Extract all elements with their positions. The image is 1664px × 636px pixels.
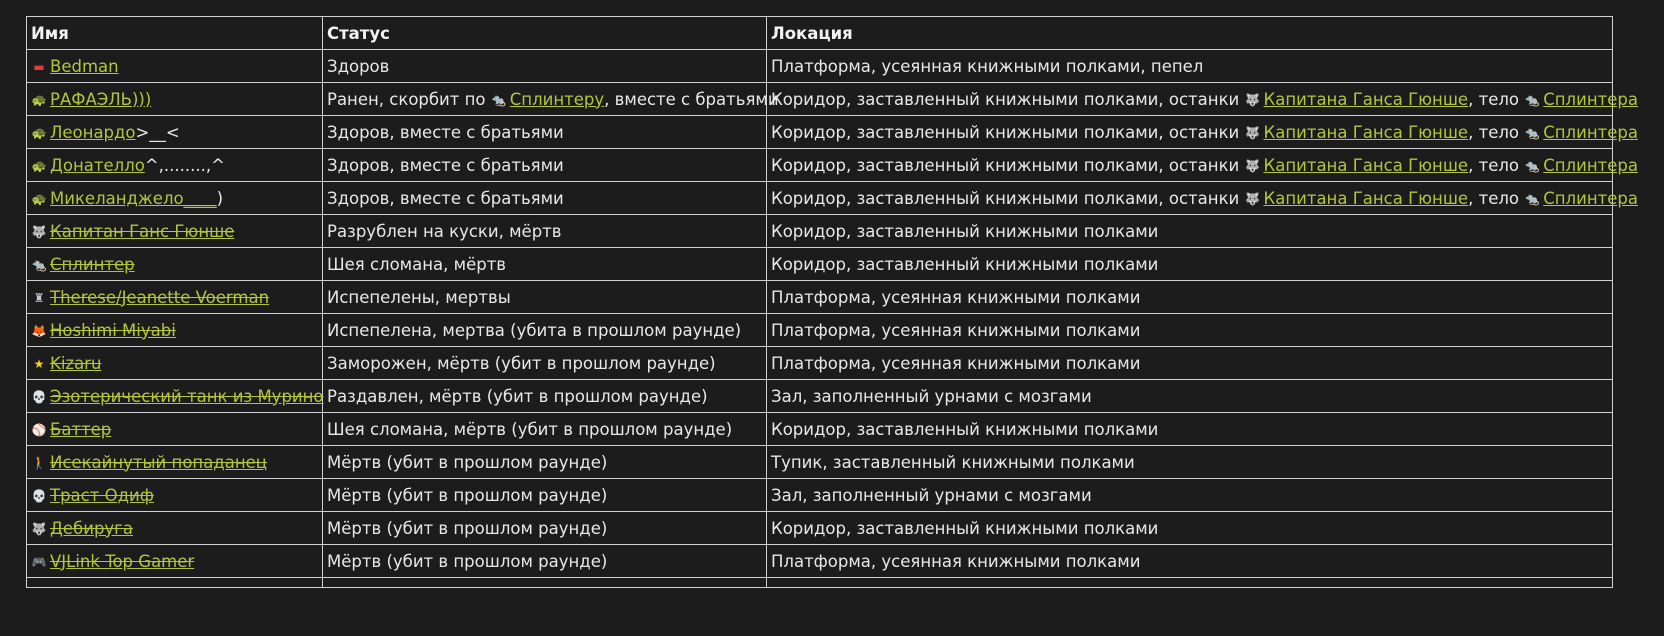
character-name-link[interactable]: Леонардо [50, 122, 136, 142]
cell-text: Мёртв (убит в прошлом раунде) [327, 452, 608, 472]
status-cell [323, 413, 767, 446]
location-cell [767, 149, 1638, 182]
turtle-icon: 🐢 [31, 191, 47, 206]
cell-text: Платформа, усеянная книжными полками [771, 551, 1141, 571]
person-icon: 🚶 [31, 455, 47, 470]
name-suffix: ) [216, 188, 224, 208]
column-header-name: Имя [27, 17, 323, 50]
character-name-link[interactable]: Дебируга [50, 518, 133, 538]
character-link[interactable]: Сплинтера [1543, 155, 1638, 175]
cell-text: Разрублен на куски, мёртв [327, 221, 562, 241]
rat-icon: 🐀 [1524, 92, 1540, 107]
cell-text: Здоров [327, 56, 390, 76]
cell-text: Коридор, заставленный книжными полками [771, 518, 1159, 538]
rat-icon: 🐀 [1524, 191, 1540, 206]
location-cell [767, 479, 1613, 512]
cell-text: Раздавлен, мёртв (убит в прошлом раунде) [327, 386, 708, 406]
table-row-partial [27, 578, 1613, 588]
character-name-link[interactable]: Капитан Ганс Гюнше [50, 221, 235, 241]
location-cell [767, 512, 1613, 545]
cell-text: Шея сломана, мёртв (убит в прошлом раунде) [327, 419, 733, 439]
column-header-location: Локация [767, 17, 1613, 50]
rat-icon: 🐀 [1524, 158, 1540, 173]
character-name-link[interactable]: Bedman [50, 56, 119, 76]
location-cell [767, 116, 1638, 149]
location-cell [767, 314, 1613, 347]
rat-icon: 🐀 [31, 257, 47, 272]
cell-text: Коридор, заставленный книжными полками [771, 254, 1159, 274]
cell-text: Коридор, заставленный книжными полками, останки [771, 188, 1245, 208]
cell-text: Коридор, заставленный книжными полками [771, 419, 1159, 439]
cell-text: Испепелена, мертва (убита в прошлом раунде) [327, 320, 742, 340]
status-cell [323, 116, 767, 149]
character-name-link[interactable]: Донателло [50, 155, 145, 175]
table-row [27, 512, 1613, 545]
character-name-link[interactable]: РАФАЭЛЬ))) [50, 89, 152, 109]
status-cell [323, 314, 767, 347]
location-cell [767, 380, 1613, 413]
name-cell [27, 512, 323, 545]
characters-table [26, 16, 1638, 588]
status-cell [323, 149, 767, 182]
name-suffix: ^,........,^ [144, 155, 225, 175]
wolf-icon: 🐺 [1245, 158, 1260, 173]
table-row [27, 380, 1613, 413]
status-cell [323, 545, 767, 578]
name-cell [27, 446, 323, 479]
cell-text: , тело [1468, 188, 1525, 208]
name-suffix: >__< [135, 122, 180, 142]
cell-text: , тело [1468, 89, 1525, 109]
wolf-icon: 🐺 [1245, 92, 1260, 107]
status-cell [323, 446, 767, 479]
cell-text: Испепелены, мертвы [327, 287, 511, 307]
status-cell [323, 479, 767, 512]
cell-text: Здоров, вместе с братьями [327, 122, 564, 142]
status-cell [323, 83, 779, 116]
baseball-icon: ⚾ [31, 422, 47, 437]
character-link[interactable]: Капитана Ганса Гюнше [1263, 188, 1469, 208]
character-name-link[interactable]: Сплинтер [50, 254, 135, 274]
cell-text: Здоров, вместе с братьями [327, 188, 564, 208]
cell-text: Ранен, скорбит по [327, 89, 491, 109]
table-row [27, 116, 1613, 149]
column-header-status: Статус [323, 17, 767, 50]
location-cell [767, 182, 1638, 215]
status-cell [323, 281, 767, 314]
location-cell [767, 83, 1638, 116]
rat-icon: 🐀 [1524, 125, 1540, 140]
name-cell [27, 380, 323, 413]
name-cell [27, 182, 323, 215]
character-link[interactable]: Сплинтера [1543, 89, 1638, 109]
character-name-link[interactable]: Эзотерический танк из Мурино [50, 386, 324, 406]
table-row [27, 479, 1613, 512]
cell-text: Зал, заполненный урнами с мозгами [771, 386, 1092, 406]
cell-text: Платформа, усеянная книжными полками [771, 353, 1141, 373]
character-name-link[interactable]: Баттер [50, 419, 112, 439]
table-row [27, 83, 1613, 116]
star-icon: ★ [33, 356, 45, 371]
character-name-link[interactable]: Hoshimi Miyabi [50, 320, 176, 340]
turtle-icon: 🐢 [31, 125, 47, 140]
location-cell [767, 50, 1613, 83]
turtle-icon: 🐢 [31, 158, 47, 173]
table-row [27, 347, 1613, 380]
name-cell [27, 116, 323, 149]
character-link[interactable]: Сплинтеру [509, 89, 605, 109]
table-row [27, 281, 1613, 314]
location-cell [767, 545, 1613, 578]
table-row [27, 50, 1613, 83]
rat-icon: 🐀 [491, 92, 507, 107]
name-cell [27, 347, 323, 380]
wolf-icon: 🐺 [31, 521, 47, 536]
cell-text: Мёртв (убит в прошлом раунде) [327, 485, 608, 505]
cell-text: Тупик, заставленный книжными полками [771, 452, 1135, 472]
cell-text: , тело [1468, 122, 1525, 142]
table-row [27, 314, 1613, 347]
character-link[interactable]: Капитана Ганса Гюнше [1263, 155, 1469, 175]
name-cell [27, 83, 323, 116]
character-name-link[interactable]: Kizaru [50, 353, 102, 373]
character-name-link[interactable]: VJLink Top Gamer [50, 551, 195, 571]
name-cell [27, 248, 323, 281]
character-name-link[interactable]: Therese/Jeanette Voerman [50, 287, 270, 307]
character-name-link[interactable]: Исекайнутый попаданец [50, 452, 267, 472]
empty-cell [767, 578, 1613, 588]
gamepad-icon: 🎮 [31, 554, 47, 569]
cell-text: Зал, заполненный урнами с мозгами [771, 485, 1092, 505]
empty-cell [323, 578, 767, 588]
wolf-icon: 🐺 [1245, 125, 1260, 140]
table-row [27, 545, 1613, 578]
name-cell [27, 215, 323, 248]
status-cell [323, 215, 767, 248]
status-cell [323, 182, 767, 215]
cell-text: Мёртв (убит в прошлом раунде) [327, 518, 608, 538]
cell-text: Шея сломана, мёртв [327, 254, 507, 274]
status-cell [323, 380, 767, 413]
table-row [27, 248, 1613, 281]
status-cell [323, 347, 767, 380]
wolf-icon: 🐺 [31, 224, 47, 239]
name-cell [27, 281, 323, 314]
cell-text: Мёртв (убит в прошлом раунде) [327, 551, 608, 571]
table-row [27, 446, 1613, 479]
location-cell [767, 215, 1613, 248]
cell-text: , тело [1468, 155, 1525, 175]
name-cell [27, 314, 323, 347]
character-link[interactable]: Капитана Ганса Гюнше [1263, 122, 1469, 142]
cell-text: Здоров, вместе с братьями [327, 155, 564, 175]
shoe-icon: ▬ [33, 59, 45, 74]
cell-text: Платформа, усеянная книжными полками [771, 320, 1141, 340]
cell-text: Коридор, заставленный книжными полками, останки [771, 155, 1245, 175]
table-row [27, 413, 1613, 446]
name-cell [27, 479, 323, 512]
character-name-link[interactable]: Траст Одиф [50, 485, 154, 505]
table-row [27, 215, 1613, 248]
cell-text: Коридор, заставленный книжными полками [771, 221, 1159, 241]
cell-text: Коридор, заставленный книжными полками, останки [771, 89, 1245, 109]
cell-text: , вместе с братьями [604, 89, 779, 109]
table-row [27, 149, 1613, 182]
location-cell [767, 248, 1613, 281]
location-cell [767, 446, 1613, 479]
name-cell [27, 50, 323, 83]
cell-text: Платформа, усеянная книжными полками, пепел [771, 56, 1204, 76]
character-link[interactable]: Капитана Ганса Гюнше [1263, 89, 1469, 109]
character-link[interactable]: Сплинтера [1543, 188, 1638, 208]
character-name-link[interactable]: Микеланджело____ [50, 188, 217, 208]
name-cell [27, 545, 323, 578]
table-header-row [27, 17, 1613, 50]
location-cell [767, 413, 1613, 446]
empty-cell [27, 578, 323, 588]
ghost-icon: ♜ [33, 290, 45, 305]
skull-icon: 💀 [31, 389, 47, 404]
table-row [27, 182, 1613, 215]
status-cell [323, 248, 767, 281]
cell-text: Платформа, усеянная книжными полками [771, 287, 1141, 307]
turtle-icon: 🐢 [31, 92, 47, 107]
fox-icon: 🦊 [31, 323, 47, 338]
name-cell [27, 413, 323, 446]
location-cell [767, 281, 1613, 314]
character-link[interactable]: Сплинтера [1543, 122, 1638, 142]
cell-text: Коридор, заставленный книжными полками, останки [771, 122, 1245, 142]
status-cell [323, 512, 767, 545]
wolf-icon: 🐺 [1245, 191, 1260, 206]
skull-icon: 💀 [31, 488, 47, 503]
name-cell [27, 149, 323, 182]
location-cell [767, 347, 1613, 380]
status-cell [323, 50, 767, 83]
cell-text: Заморожен, мёртв (убит в прошлом раунде) [327, 353, 716, 373]
